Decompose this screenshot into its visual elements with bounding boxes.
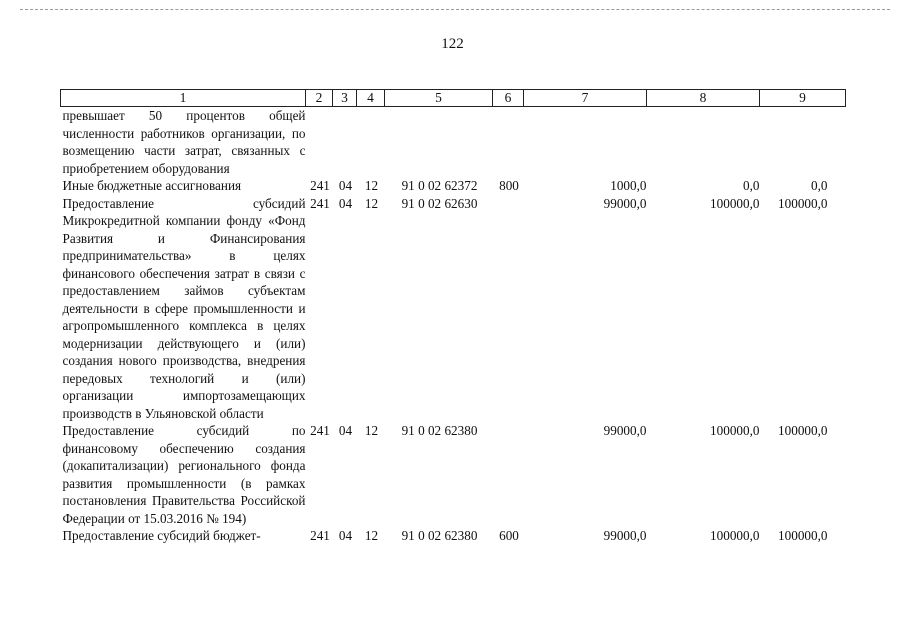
cell-c9: 100000,0 bbox=[778, 423, 828, 438]
cell-c4: 12 bbox=[364, 178, 379, 193]
cell-c9: 0,0 bbox=[811, 178, 828, 193]
cell-c7: 99000,0 bbox=[603, 423, 647, 438]
page-top-rule bbox=[20, 9, 890, 10]
column-header-9: 9 bbox=[760, 90, 846, 107]
cell-c7: 1000,0 bbox=[610, 178, 647, 193]
cell-c3 bbox=[333, 107, 357, 178]
cell-c3: 04 bbox=[338, 423, 353, 438]
column-header-5: 5 bbox=[385, 90, 493, 107]
column-header-6: 6 bbox=[493, 90, 524, 107]
row-description: Предоставление субсидий по финансовому обеспечению создания (докапитализации) регионального фонда развития промышленности (в рамках постановления Правительства Российской Федерации от 15.03.2016 № 194) bbox=[62, 423, 306, 526]
cell-c3: 04 bbox=[338, 195, 353, 211]
row-description: Предоставление субсидий бюджет- bbox=[62, 528, 261, 543]
cell-c8: 0,0 bbox=[743, 178, 760, 193]
cell-c5: 91 0 02 62630 bbox=[401, 195, 478, 211]
column-header-3: 3 bbox=[333, 90, 357, 107]
row-description: Иные бюджетные ассигнования bbox=[62, 178, 242, 193]
cell-c9: 100000,0 bbox=[778, 195, 828, 211]
cell-c8: 100000,0 bbox=[710, 423, 760, 438]
cell-c5: 91 0 02 62380 bbox=[401, 528, 478, 543]
table-row bbox=[61, 527, 846, 545]
cell-c8 bbox=[647, 107, 760, 178]
cell-c4: 12 bbox=[364, 195, 379, 211]
cell-c5: 91 0 02 62372 bbox=[401, 178, 478, 193]
cell-c9: 100000,0 bbox=[778, 528, 828, 543]
cell-c6: 600 bbox=[499, 528, 519, 543]
cell-c4 bbox=[357, 107, 385, 178]
cell-c8: 100000,0 bbox=[710, 195, 760, 211]
cell-c7 bbox=[524, 107, 647, 178]
cell-c5 bbox=[385, 107, 493, 178]
row-description: Предоставление субсидий Микрокредитной компании фонду «Фонд Развития и Финансирования предпринимательства» в целях финансового обеспечения затрат в связи с предоставлением займов субъектам деятельности в сфере промышленности и агропромышленного комплекса в целях модернизации действующего и (или) создания нового производства, внедрения передовых технологий и (или) организации импортозамещающих производств в Ульяновской области bbox=[62, 195, 306, 421]
cell-c2: 241 bbox=[310, 528, 330, 543]
cell-c6 bbox=[493, 422, 524, 527]
cell-c2 bbox=[306, 107, 333, 178]
column-header-8: 8 bbox=[647, 90, 760, 107]
cell-c6 bbox=[493, 107, 524, 178]
cell-c3: 04 bbox=[338, 178, 353, 193]
column-header-1: 1 bbox=[61, 90, 306, 107]
cell-c2: 241 bbox=[310, 423, 330, 438]
cell-c3: 04 bbox=[338, 528, 353, 543]
cell-c4: 12 bbox=[364, 528, 379, 543]
cell-c4: 12 bbox=[364, 423, 379, 438]
column-header-7: 7 bbox=[524, 90, 647, 107]
row-description: превышает 50 процентов общей численности работников организации, по возмещению части затрат, связанных с приобретением оборудования bbox=[62, 108, 306, 176]
page-number: 122 bbox=[441, 36, 464, 52]
cell-c6 bbox=[493, 195, 524, 423]
cell-c5: 91 0 02 62380 bbox=[401, 423, 478, 438]
cell-c2: 241 bbox=[310, 178, 330, 193]
cell-c7: 99000,0 bbox=[603, 195, 647, 211]
cell-c6: 800 bbox=[499, 178, 519, 193]
cell-c9 bbox=[760, 107, 846, 178]
column-header-4: 4 bbox=[357, 90, 385, 107]
table-row bbox=[61, 195, 846, 423]
table-row bbox=[61, 107, 846, 178]
table-header-row bbox=[61, 90, 846, 107]
cell-c2: 241 bbox=[310, 195, 330, 211]
table-row bbox=[61, 177, 846, 195]
cell-c8: 100000,0 bbox=[710, 528, 760, 543]
column-header-2: 2 bbox=[306, 90, 333, 107]
table-row bbox=[61, 422, 846, 527]
budget-table bbox=[60, 89, 846, 545]
cell-c7: 99000,0 bbox=[603, 528, 647, 543]
